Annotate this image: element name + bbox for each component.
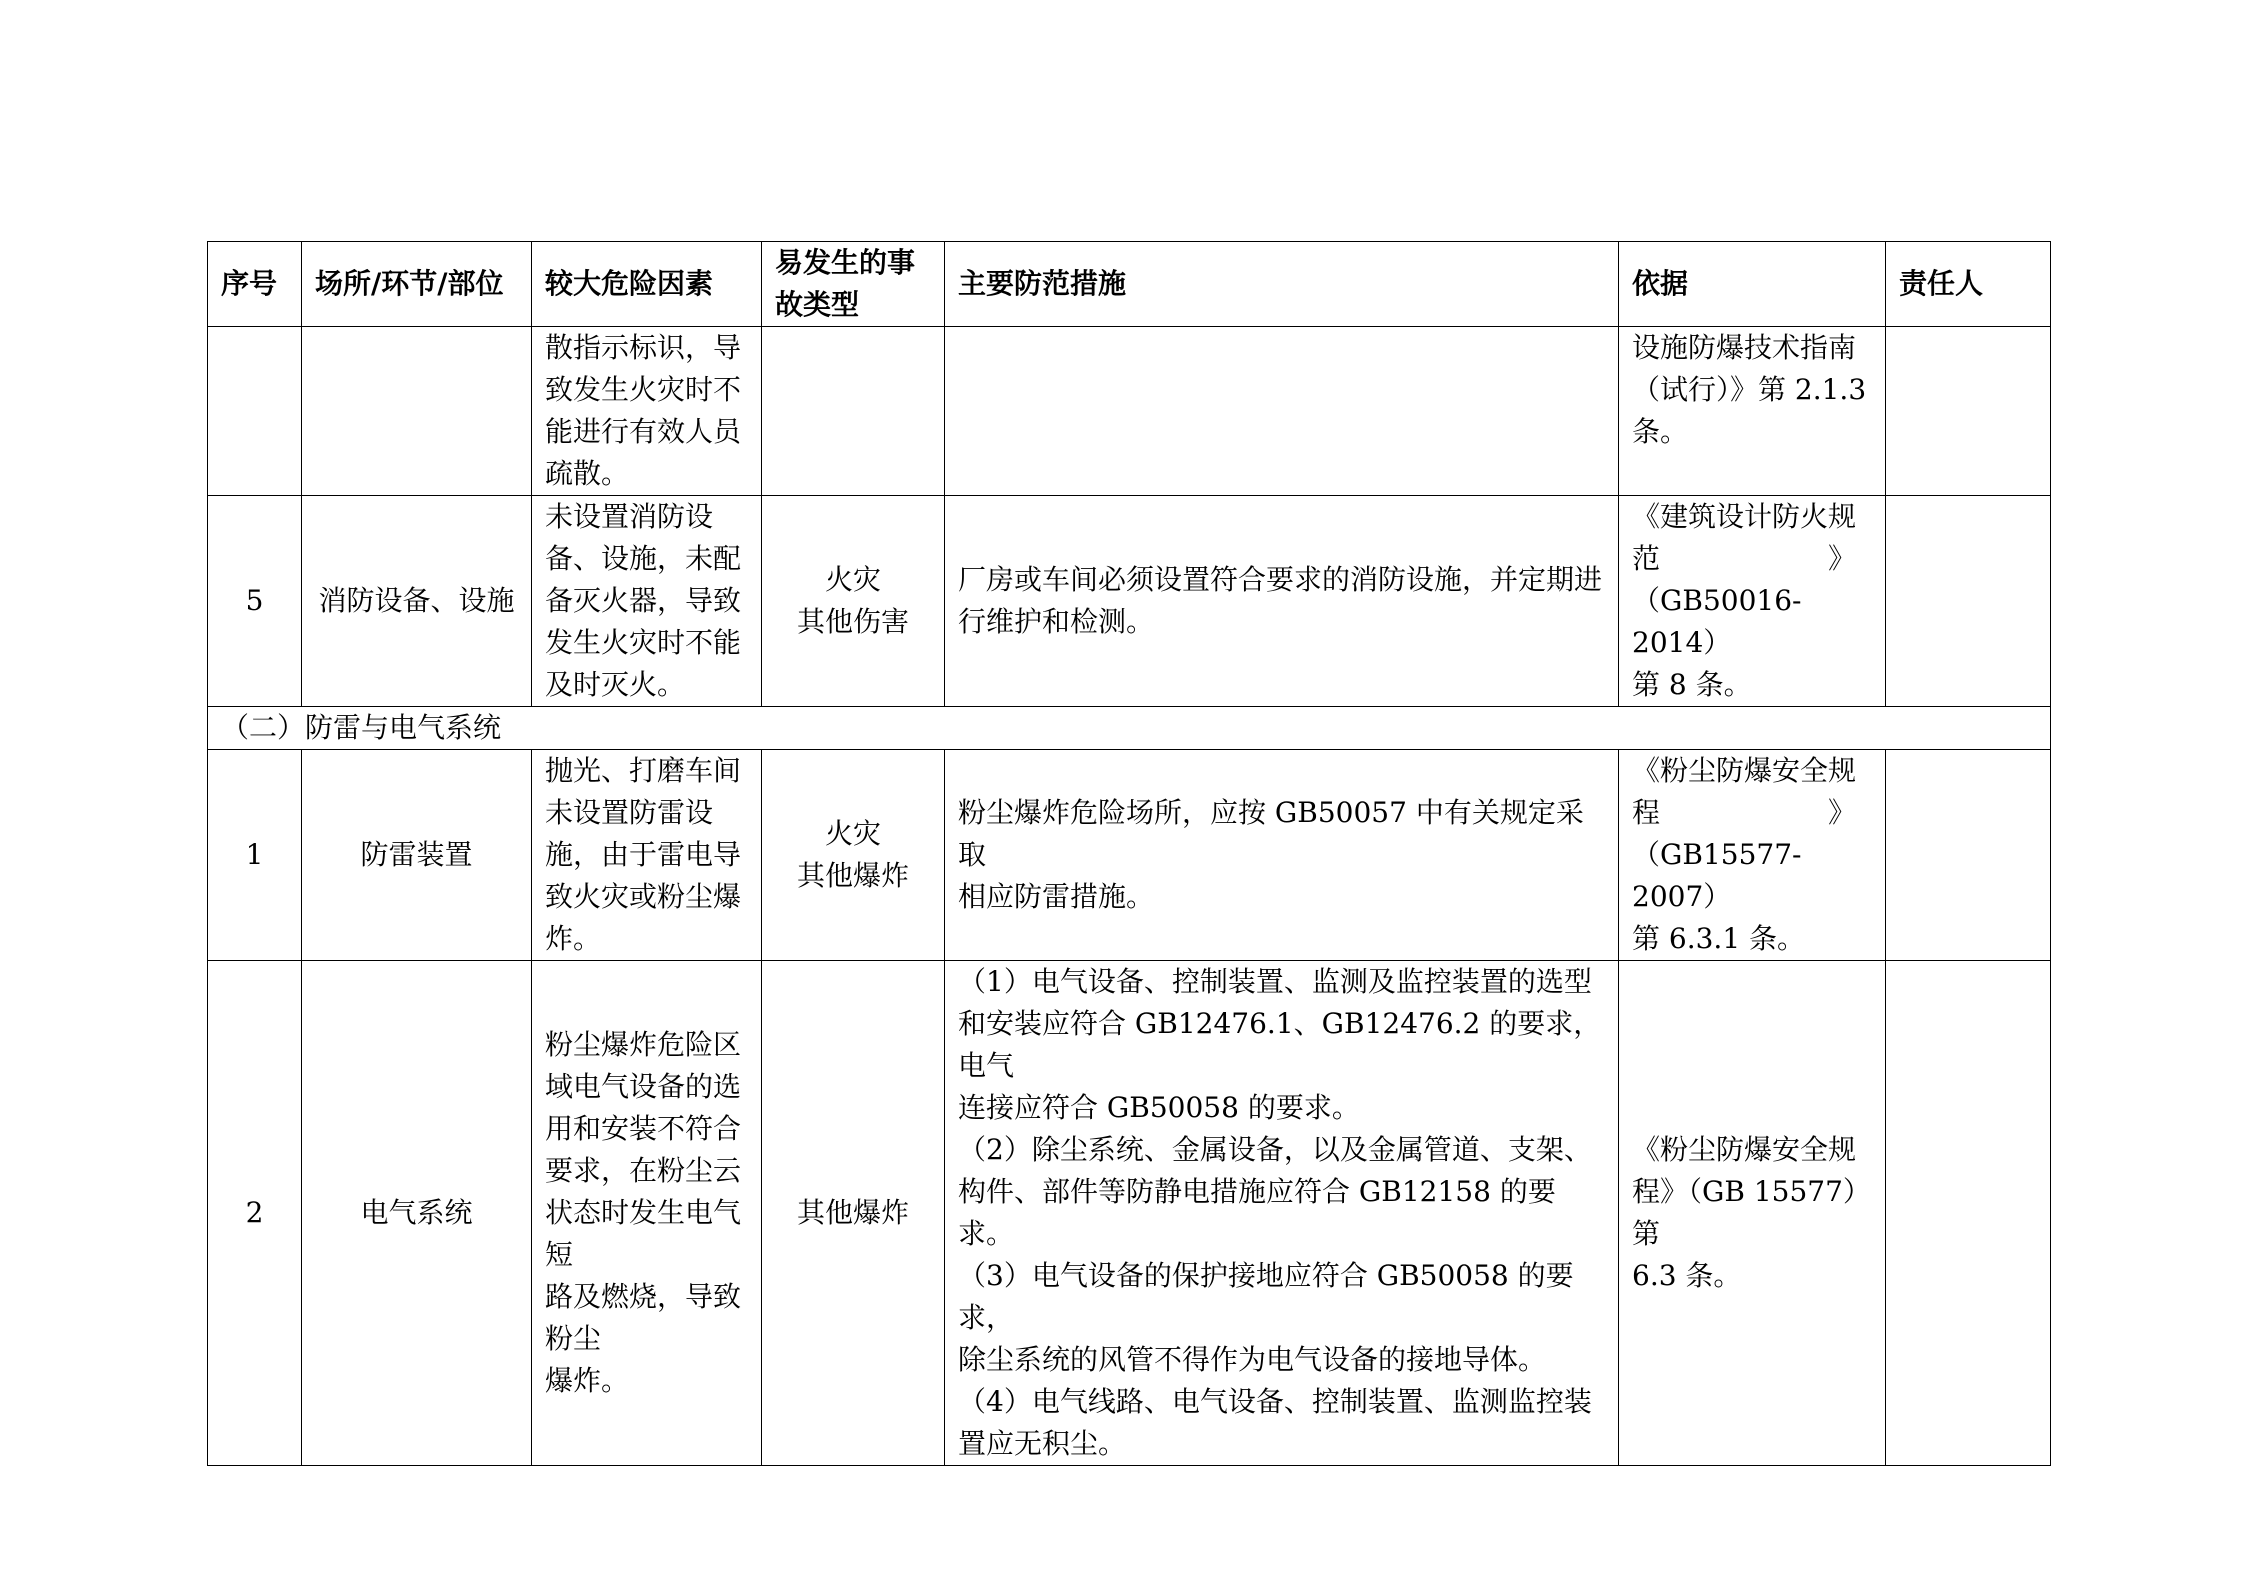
measure-line: （1）电气设备、控制装置、监测及监控装置的选型	[958, 965, 1592, 998]
cell-measures	[945, 496, 1619, 707]
cell-seq: 2	[208, 961, 302, 1466]
hazard-line: 疏散。	[545, 457, 630, 490]
cell-place	[302, 327, 532, 496]
cell-hazard	[532, 496, 762, 707]
hazard-line: 致发生火灾时不	[545, 373, 742, 406]
hazard-line: 抛光、打磨车间	[545, 754, 742, 787]
cell-basis	[1619, 750, 1886, 961]
cell-place: 消防设备、设施	[302, 496, 532, 707]
cell-place: 电气系统	[302, 961, 532, 1466]
hazard-line: 炸。	[545, 922, 602, 955]
basis-line: （GB50016-2014）	[1632, 584, 1802, 659]
cell-accident	[762, 496, 945, 707]
cell-seq: 1	[208, 750, 302, 961]
measure-line: （2）除尘系统、金属设备，以及金属管道、支架、	[958, 1133, 1592, 1166]
header-accident: 易发生的事故类型	[762, 242, 945, 327]
hazard-line: 散指示标识，导	[545, 331, 742, 364]
measure-line: （4）电气线路、电气设备、控制装置、监测监控装	[958, 1385, 1592, 1418]
accident-line: 其他伤害	[796, 605, 909, 638]
header-place: 场所/环节/部位	[302, 242, 532, 327]
hazard-line: 粉尘爆炸危险区	[545, 1028, 742, 1061]
measure-line: 粉尘爆炸危险场所，应按 GB50057 中有关规定采取	[958, 796, 1584, 871]
cell-measures	[945, 327, 1619, 496]
header-basis: 依据	[1619, 242, 1886, 327]
cell-owner	[1886, 496, 2051, 707]
cell-seq: 5	[208, 496, 302, 707]
measure-line: 构件、部件等防静电措施应符合 GB12158 的要求。	[958, 1175, 1556, 1250]
hazard-line: 未设置消防设	[545, 500, 714, 533]
basis-line: 《粉尘防爆安全规	[1632, 1133, 1857, 1166]
cell-hazard	[532, 327, 762, 496]
cell-hazard	[532, 961, 762, 1466]
hazard-line: 路及燃烧，导致	[545, 1280, 742, 1313]
hazard-line: 致火灾或粉尘爆	[545, 880, 742, 913]
hazard-line: 发生火灾时不能	[545, 626, 742, 659]
hazard-line: 施，由于雷电导	[545, 838, 742, 871]
basis-line: 《粉尘防爆安全规	[1632, 754, 1857, 787]
cell-accident	[762, 327, 945, 496]
basis-line: 《建筑设计防火规	[1632, 500, 1857, 533]
hazard-line: 爆炸。	[545, 1364, 630, 1397]
table-row-electrical	[208, 961, 2051, 1466]
cell-measures	[945, 961, 1619, 1466]
cell-basis	[1619, 327, 1886, 496]
accident-line: 火灾	[824, 563, 881, 596]
measure-line: 厂房或车间必须设置符合要求的消防设施，并定期进	[958, 563, 1603, 596]
cell-accident	[762, 750, 945, 961]
basis-line: 第 8 条。	[1632, 668, 1752, 701]
measure-line: 除尘系统的风管不得作为电气设备的接地导体。	[958, 1343, 1547, 1376]
header-seq: 序号	[208, 242, 302, 327]
basis-line: 6.3 条。	[1632, 1259, 1742, 1292]
cell-owner	[1886, 961, 2051, 1466]
hazard-line: 域电气设备的选	[545, 1070, 742, 1103]
basis-line: （试行）》第 2.1.3	[1632, 373, 1867, 406]
basis-line: 第 6.3.1 条。	[1632, 922, 1806, 955]
accident-line: 其他爆炸	[796, 859, 909, 892]
header-hazard: 较大危险因素	[532, 242, 762, 327]
cell-seq	[208, 327, 302, 496]
header-measures: 主要防范措施	[945, 242, 1619, 327]
hazard-line: 未设置防雷设	[545, 796, 714, 829]
section-row	[208, 707, 2051, 750]
basis-line: 条。	[1632, 415, 1689, 448]
hazard-line: 短	[545, 1238, 574, 1271]
accident-line: 其他爆炸	[796, 1196, 909, 1229]
header-row	[208, 242, 2051, 327]
measure-line: 连接应符合 GB50058 的要求。	[958, 1091, 1360, 1124]
cell-owner	[1886, 750, 2051, 961]
measure-line: 相应防雷措施。	[958, 880, 1155, 913]
cell-basis	[1619, 496, 1886, 707]
table-row-lightning	[208, 750, 2051, 961]
cell-hazard	[532, 750, 762, 961]
cell-measures	[945, 750, 1619, 961]
hazard-line: 用和安装不符合	[545, 1112, 742, 1145]
basis-line: （GB15577-2007）	[1632, 838, 1802, 913]
header-owner: 责任人	[1886, 242, 2051, 327]
cell-basis	[1619, 961, 1886, 1466]
hazard-line: 状态时发生电气	[545, 1196, 742, 1229]
table-row-continued	[208, 327, 2051, 496]
measure-line: 置应无积尘。	[958, 1427, 1127, 1460]
basis-line: 设施防爆技术指南	[1632, 331, 1857, 364]
accident-line: 火灾	[824, 817, 881, 850]
hazard-line: 能进行有效人员	[545, 415, 742, 448]
measure-line: （3）电气设备的保护接地应符合 GB50058 的要求，	[958, 1259, 1574, 1334]
table-row-fire-equipment	[208, 496, 2051, 707]
section-title: （二）防雷与电气系统	[208, 707, 2051, 750]
measure-line: 行维护和检测。	[958, 605, 1155, 638]
hazard-line: 要求，在粉尘云	[545, 1154, 742, 1187]
hazard-line: 备灭火器，导致	[545, 584, 742, 617]
hazard-line: 及时灭火。	[545, 668, 686, 701]
cell-accident	[762, 961, 945, 1466]
cell-place: 防雷装置	[302, 750, 532, 961]
basis-line: 程》（GB 15577）第	[1632, 1175, 1871, 1250]
basis-line: 程 》	[1632, 796, 1857, 829]
risk-table	[207, 241, 2051, 1466]
measure-line: 和安装应符合 GB12476.1、GB12476.2 的要求，电气	[958, 1007, 1602, 1082]
cell-owner	[1886, 327, 2051, 496]
hazard-line: 备、设施，未配	[545, 542, 742, 575]
hazard-line: 粉尘	[545, 1322, 602, 1355]
basis-line: 范 》	[1632, 542, 1857, 575]
